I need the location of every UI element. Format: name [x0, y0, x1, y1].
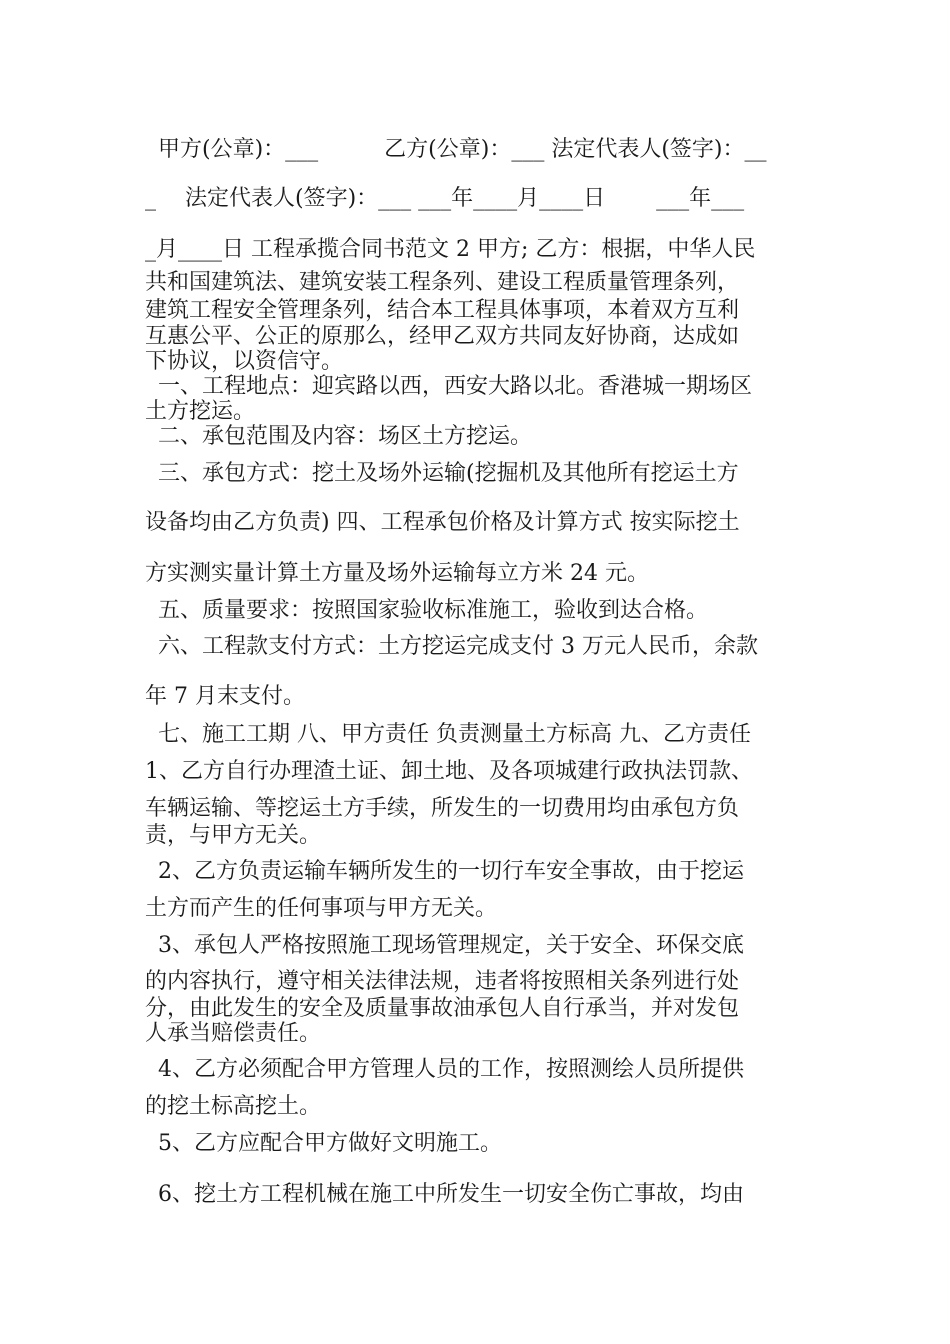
text-line: 年 7 月末支付。	[145, 684, 305, 709]
duty-4: 4、乙方必须配合甲方管理人员的工作，按照测绘人员所提供	[158, 1057, 744, 1082]
text-line: 的内容执行，遵守相关法律法规，违者将按照相关条列进行处	[145, 969, 740, 994]
text-line: 土方而产生的任何事项与甲方无关。	[145, 896, 498, 921]
clause-5: 五、质量要求：按照国家验收标准施工，验收到达合格。	[158, 598, 709, 623]
clause-7-9: 七、施工工期 八、甲方责任 负责测量土方标高 九、乙方责任	[158, 722, 751, 747]
text-line: 建筑工程安全管理条列，结合本工程具体事项，本着双方互利	[145, 298, 740, 323]
clause-1: 一、工程地点：迎宾路以西，西安大路以北。香港城一期场区	[158, 374, 753, 399]
duty-5: 5、乙方应配合甲方做好文明施工。	[158, 1131, 502, 1156]
text-line: 责，与甲方无关。	[145, 823, 322, 848]
signature-line-2: _ 法定代表人(签字)：___ ___年____月____日 ___年___	[145, 186, 745, 211]
duty-2: 2、乙方负责运输车辆所发生的一切行车安全事故，由于挖运	[158, 859, 744, 884]
text-line: 共和国建筑法、建筑安装工程条列、建设工程质量管理条列，	[145, 270, 740, 295]
text-line: 土方挖运。	[145, 399, 256, 424]
text-line: 人承当赔偿责任。	[145, 1021, 322, 1046]
clause-2: 二、承包范围及内容：场区土方挖运。	[158, 424, 533, 449]
duty-3: 3、承包人严格按照施工现场管理规定，关于安全、环保交底	[158, 933, 744, 958]
text-line: 互惠公平、公正的原那么，经甲乙双方共同友好协商，达成如	[145, 324, 740, 349]
text-line: 下协议，以资信守。	[145, 349, 344, 374]
clause-3: 三、承包方式：挖土及场外运输(挖掘机及其他所有挖运土方	[158, 461, 739, 486]
signature-line-1: 甲方(公章)：___ 乙方(公章)：___ 法定代表人(签字)：__	[158, 137, 767, 162]
duty-6: 6、挖土方工程机械在施工中所发生一切安全伤亡事故，均由	[158, 1182, 744, 1207]
text-line: 方实测实量计算土方量及场外运输每立方米 24 元。	[145, 561, 649, 586]
text-line: 分，由此发生的安全及质量事故油承包人自行承当，并对发包	[145, 996, 740, 1021]
text-line: 车辆运输、等挖运土方手续，所发生的一切费用均由承包方负	[145, 796, 740, 821]
clause-6: 六、工程款支付方式：土方挖运完成支付 3 万元人民币，余款	[158, 634, 758, 659]
duty-1: 1、乙方自行办理渣土证、卸土地、及各项城建行政执法罚款、	[145, 759, 753, 784]
text-line: 设备均由乙方负责) 四、工程承包价格及计算方式 按实际挖土	[145, 510, 740, 535]
text-line: 的挖土标高挖土。	[145, 1094, 322, 1119]
text-line: _月____日 工程承揽合同书范文 2 甲方; 乙方：根据，中华人民	[145, 237, 756, 262]
